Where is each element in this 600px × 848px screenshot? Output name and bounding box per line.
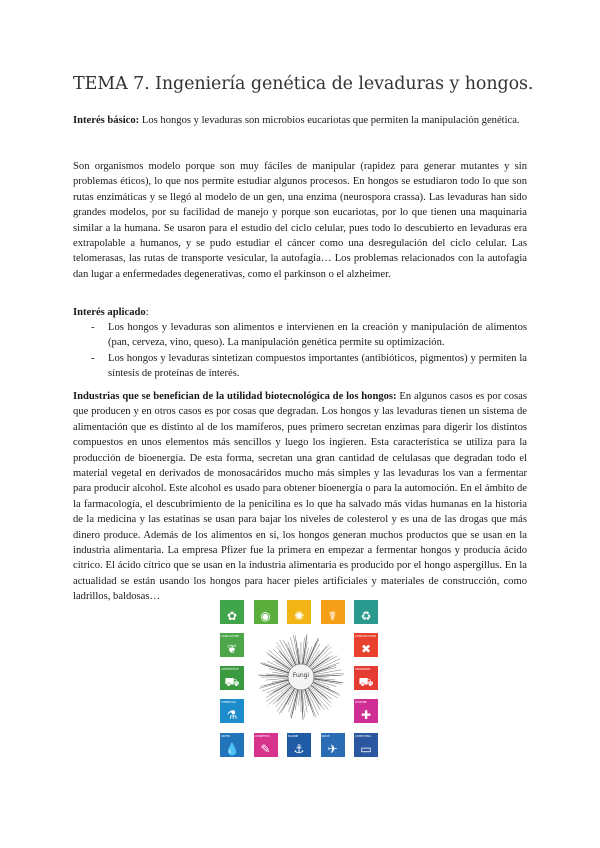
- industry-icon: ✎: [260, 742, 271, 756]
- industry-tile: [254, 733, 278, 757]
- industry-icon: ⛟: [358, 675, 374, 689]
- hypha-line: [277, 688, 294, 712]
- industry-tile: [254, 600, 278, 624]
- hypha-line: [289, 648, 296, 665]
- industry-icon: ✖: [360, 642, 372, 656]
- industry-tile-label: TRANSPORT: [355, 668, 371, 671]
- intro-label: Interés básico:: [73, 115, 140, 126]
- industry-icon: 💧: [224, 742, 240, 756]
- industry-tile: [354, 733, 378, 757]
- industry-tile: [321, 733, 345, 757]
- industry-tile-label: WATER: [221, 735, 231, 738]
- industry-icon: ▭: [360, 742, 372, 756]
- industry-icon: ✿: [226, 609, 238, 623]
- industry-tile-label: CONSTRUCTION: [355, 635, 376, 638]
- industry-tile-label: MARINE: [288, 735, 299, 738]
- industry-tile: [220, 733, 244, 757]
- hypha-line: [306, 689, 316, 717]
- industry-tile: [220, 699, 244, 723]
- hypha-line: [291, 690, 298, 719]
- hypha-line: [313, 659, 340, 672]
- intro-paragraph: [73, 113, 527, 128]
- industry-tile: [354, 666, 378, 690]
- fungi-starburst: [257, 633, 345, 721]
- fungi-industries-figure: [219, 600, 383, 758]
- industries-paragraph: [73, 389, 527, 605]
- industry-icon: ☤: [328, 609, 337, 623]
- hypha-line: [309, 646, 326, 667]
- hypha-line: [299, 690, 300, 706]
- hypha-line: [313, 683, 340, 696]
- page-title: TEMA 7. Ingeniería genética de levaduras y hongos.: [73, 74, 534, 94]
- industry-tile: [220, 600, 244, 624]
- applied-label: Interés aplicado: [73, 307, 146, 318]
- industry-tile: [287, 600, 311, 624]
- industry-icon: ◉: [260, 609, 271, 623]
- hypha-line: [267, 654, 290, 670]
- applied-colon: :: [145, 307, 149, 318]
- industry-icon: ✺: [293, 609, 305, 623]
- industry-icon: ⚗: [226, 708, 238, 722]
- industry-tile-label: SPACE: [321, 735, 330, 738]
- industry-tile: [287, 733, 311, 757]
- industry-tile-label: AGRICULTURE: [221, 635, 240, 638]
- industry-tile: [321, 600, 345, 624]
- hypha-line: [268, 650, 291, 669]
- list-item-text: Los hongos y levaduras sintetizan compuestos importantes (antibióticos, pigmentos) y permiten la síntesis de proteínas de interés.: [108, 352, 527, 380]
- industry-tile-label: COSMETICS: [254, 735, 270, 738]
- industry-tile-label: COMPUTING: [355, 735, 371, 738]
- hypha-line: [307, 639, 319, 665]
- hypha-line: [309, 654, 320, 667]
- applied-heading: [73, 305, 527, 320]
- fungi-label: Fungi: [292, 672, 310, 679]
- industry-tile: [354, 600, 378, 624]
- list-item: [73, 320, 527, 351]
- applied-list: [73, 320, 527, 382]
- list-item-text: Los hongos y levaduras son alimentos e intervienen en la creación y manipulación de alimentos (pan, cerveza, vino, queso). La manipulación genética permite su optimización.: [108, 322, 527, 349]
- industry-icon: ✈: [327, 742, 338, 756]
- industry-icon: ⚓: [293, 742, 305, 756]
- industry-icon: ✚: [360, 708, 372, 722]
- industry-icon: ⛟: [224, 675, 240, 689]
- hypha-line: [283, 640, 295, 665]
- bullet-dash: -: [91, 322, 95, 333]
- industry-icon: ❦: [226, 642, 238, 656]
- industry-tile: [354, 699, 378, 723]
- industry-icon: ♻: [360, 609, 372, 623]
- hypha-line: [293, 635, 298, 664]
- hypha-line: [298, 648, 299, 664]
- hypha-line: [311, 686, 331, 704]
- industry-tile: [220, 666, 244, 690]
- bullet-dash: -: [91, 352, 95, 364]
- organisms-paragraph: Son organismos modelo porque son muy fáciles de manipular (rapidez para generar mutantes y sin problemas éticos), lo que nos permite estudiar algunos procesos. En hongos se estudiaron todo lo que son rutas enzimáticas y se llegó al modelo de un gen, una enzima (neurospora crassa). Las levaduras han sido grandes modelos, por su facilidad de manejo y porque son eucariotas, por lo que tienen una maquinaria similar a la humana. Se usaron para el estudio del ciclo celular, pues todo lo descubierto en levaduras era extrapolable a humanos, y se pudo estudiar el cáncer como una desregulación del ciclo celular. Las telomerasas, las rutas de transporte vesicular, la autofagia… Los problemas relacionados con la autofagia dan lugar a enfermedades degenerativas, como el parkinson o el alzheimer.: [73, 161, 527, 280]
- industries-text: En algunos casos es por cosas que producen y en otros casos es por cosas que degradan. Los hongos y las levaduras tienen un sistema de alimentación que es distinto al de los mamíferos, pues primero secretan enzimas para digerir los distintos compuestos en unos elementos más sencillos y luego los ingieren. Esta característica se utiliza para la producción de bioenergía. De esta forma, secretan una gran cantidad de celulasas que degradan todo el material vegetal en derivados de monosacáridos mucho más simples y las levaduras los van a fermentar para producir alcohol. Este alcohol es usado para obtener bioenergía o para la automoción. En el ámbito de la farmacología, el descubrimiento de la penicilina es lo que ha salvado más vidas humanas en la historia de la medicina y las estatinas se usan para bajar los niveles de colesterol y es una de las drogas que más dinero produce. Además de los alimentos en sí, los hongos generan muchos productos que se usan en la industria alimentaria. La empresa Pfizer fue la primera en empezar a fermentar hongos y producía ácido cítrico. El ácido cítrico que se usan en la industria alimentaria es producido por el hongo aspergillus. En la actualidad se están usando los hongos para hacer pieles artificiales y materiales de construcción, como ladrillos, baldosas…: [73, 391, 527, 603]
- list-item: [73, 351, 527, 382]
- hypha-line: [273, 686, 292, 704]
- industry-tile-label: AUTOMOTIVE: [221, 668, 239, 671]
- hypha-line: [276, 647, 292, 667]
- hypha-line: [279, 651, 293, 667]
- hypha-line: [269, 680, 288, 684]
- industry-tile: [354, 633, 378, 657]
- industry-tile-label: HYGIENE: [355, 701, 367, 704]
- industry-tile-label: CHEMICALS: [221, 701, 237, 704]
- intro-text: Los hongos y levaduras son microbios eucariotas que permiten la manipulación genética.: [139, 115, 520, 126]
- industries-label: Industrias que se benefician de la utilidad biotecnológica de los hongos:: [73, 391, 397, 402]
- industry-tile: [220, 633, 244, 657]
